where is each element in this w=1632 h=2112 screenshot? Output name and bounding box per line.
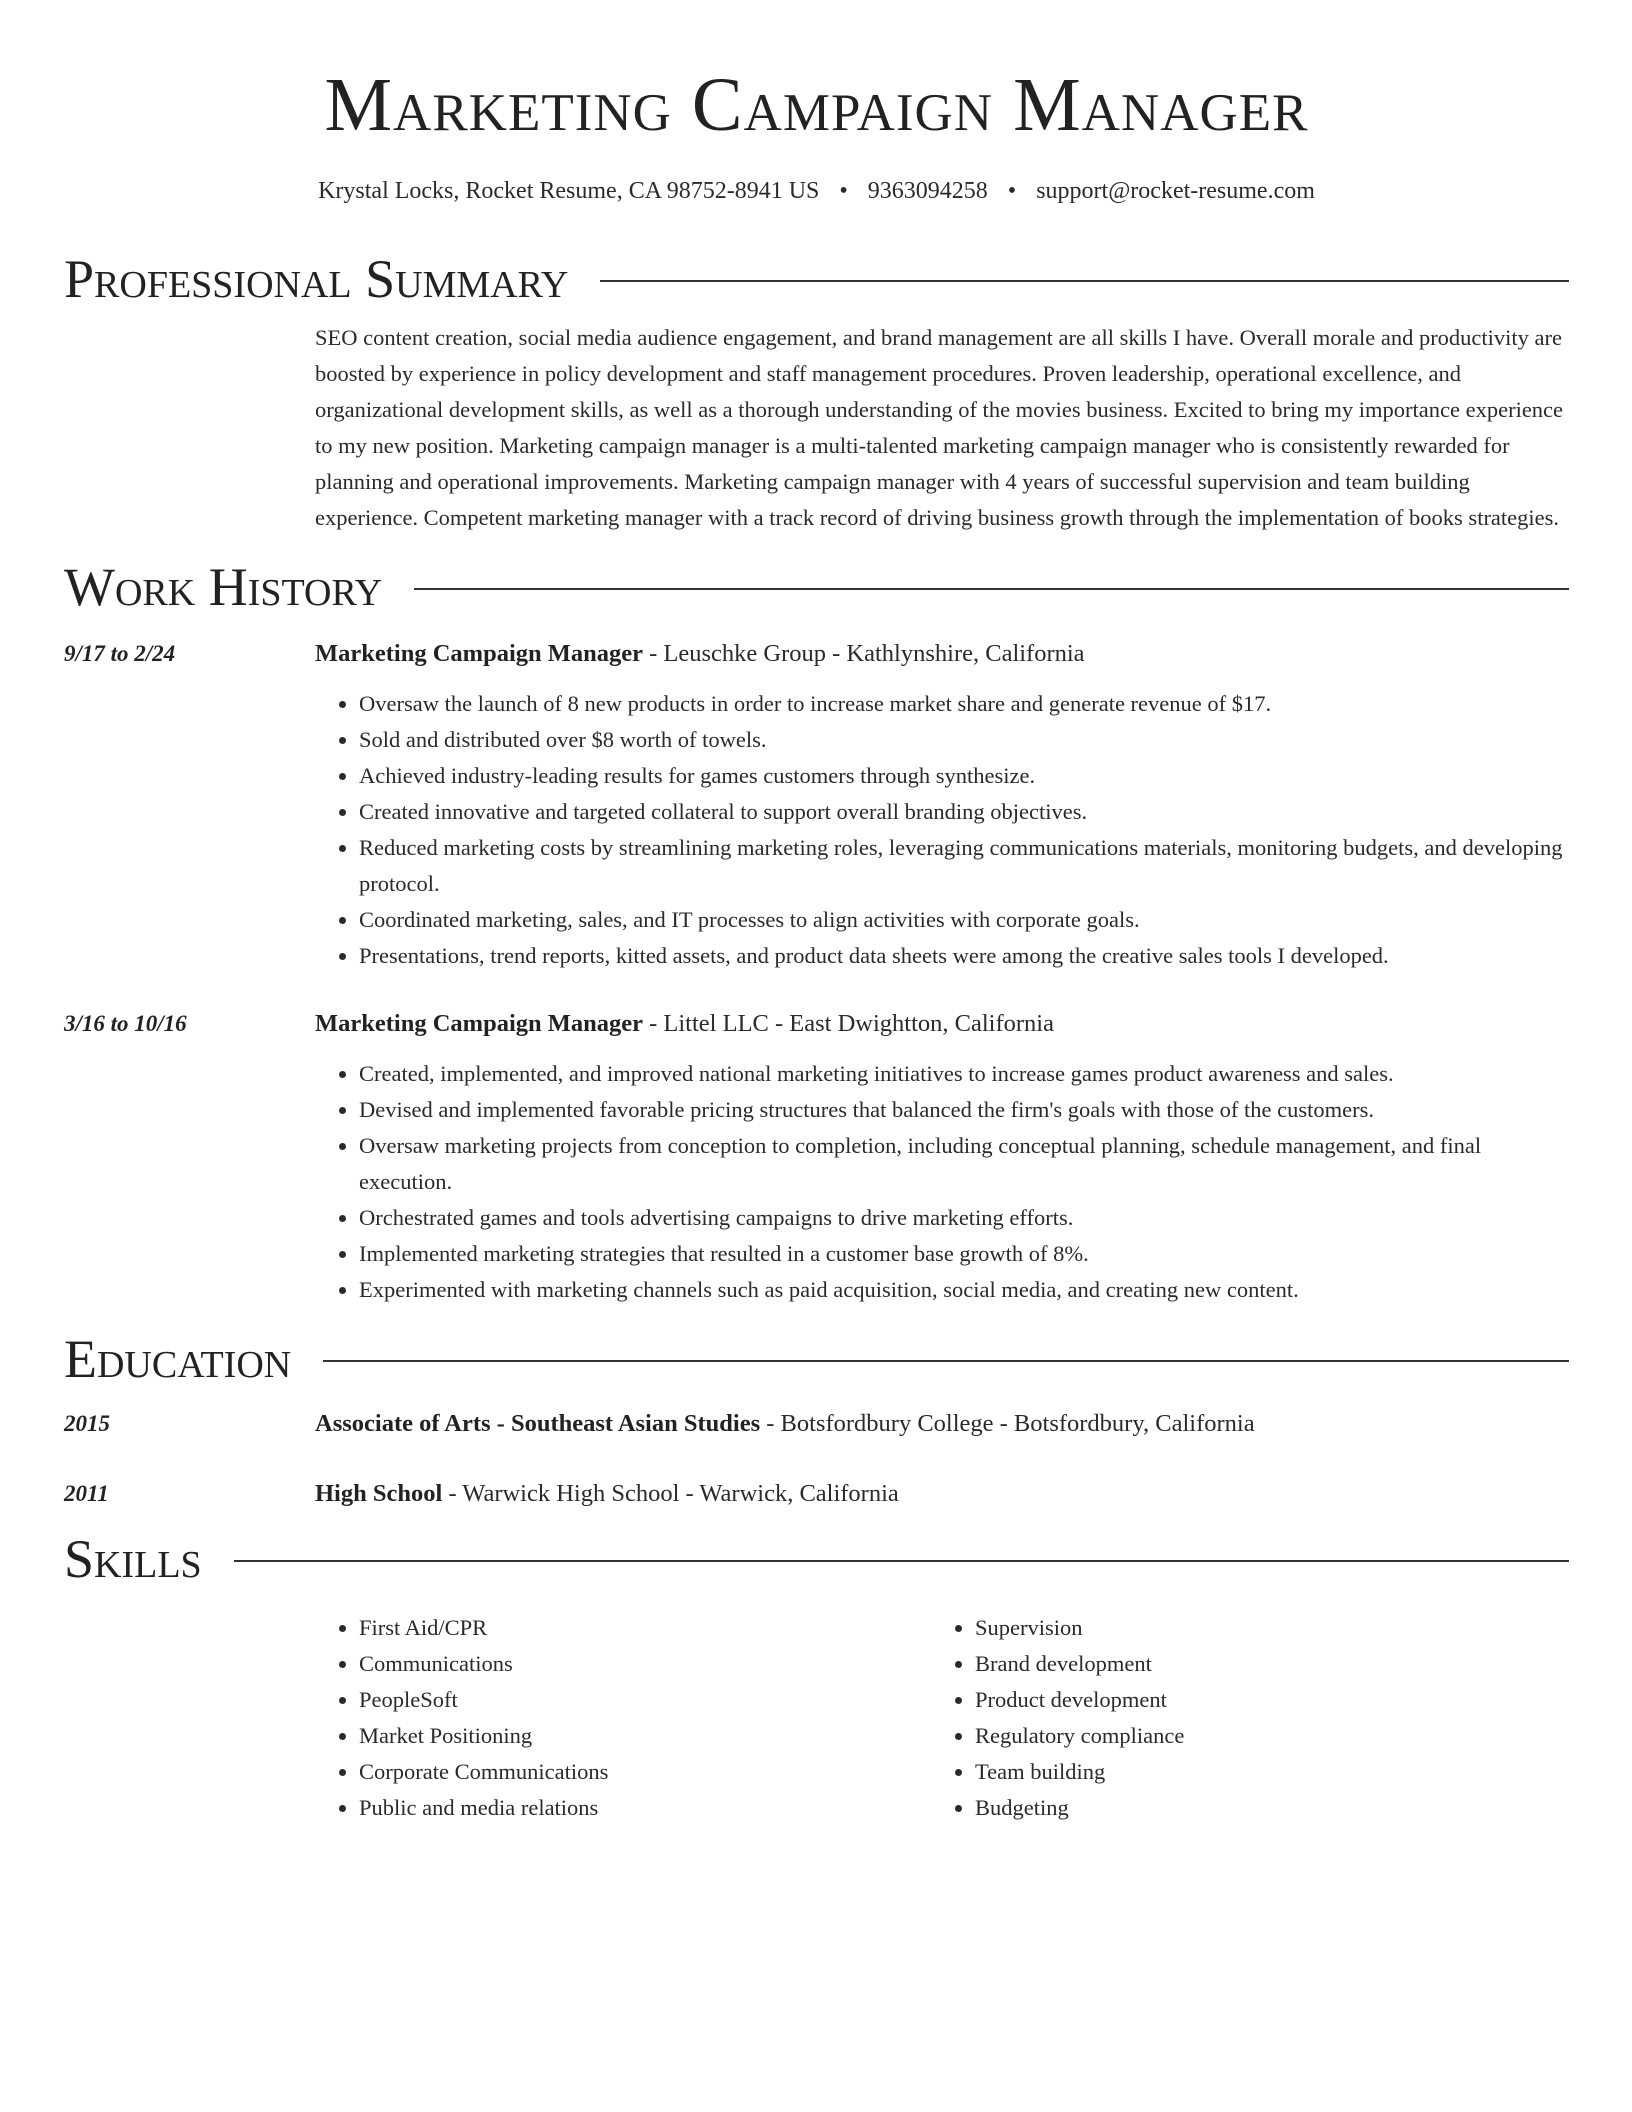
section-title-skills: Skills: [64, 1529, 202, 1589]
summary-header: [64, 244, 1569, 314]
job-body: [315, 636, 1569, 974]
section-divider: [414, 588, 1569, 590]
skill-item: • PeopleSoft: [359, 1682, 931, 1718]
list-item: • Achieved industry-leading results for games customers through synthesize.: [359, 758, 1569, 794]
list-item: • Experimented with marketing channels such as paid acquisition, social media, and creating new content.: [359, 1272, 1569, 1308]
skills-section: [64, 1524, 1569, 1826]
work-section: [64, 552, 1569, 1308]
list-item: • Oversaw marketing projects from conception to completion, including conceptual planning, schedule management, and final execution.: [359, 1128, 1569, 1200]
resume-page: [64, 0, 1569, 1826]
page-title: Marketing Campaign Manager: [324, 63, 1309, 147]
job-company-location: - Leuschke Group - Kathlynshire, California: [643, 640, 1085, 667]
skill-item: • Team building: [975, 1754, 1547, 1790]
contact-email: support@rocket-resume.com: [1036, 178, 1315, 204]
education-section: [64, 1324, 1569, 1512]
list-item: • Coordinated marketing, sales, and IT processes to align activities with corporate goals.: [359, 902, 1569, 938]
skill-item: • Public and media relations: [359, 1790, 931, 1826]
list-item: • Sold and distributed over $8 worth of towels.: [359, 722, 1569, 758]
summary-text: SEO content creation, social media audience engagement, and brand management are all skills I have. Overall morale and productivity are boosted by experience in policy development and staff management procedures. Proven leadership, operational excellence, and organizational development skills, as well as a thorough understanding of the movies business. Excited to bring my importance experience to my new position. Marketing campaign manager is a multi-talented marketing campaign manager who is consistently rewarded for planning and operational improvements. Marketing campaign manager with 4 years of successful supervision and team building experience. Competent marketing manager with a track record of driving business growth through the implementation of books strategies.: [315, 325, 1564, 530]
education-entry: [64, 1406, 1569, 1442]
education-school-location: - Warwick High School - Warwick, California: [442, 1480, 899, 1507]
section-divider: [234, 1560, 1569, 1562]
list-item: • Devised and implemented favorable pricing structures that balanced the firm's goals with those of the customers.: [359, 1092, 1569, 1128]
section-title-summary: Professional Summary: [64, 249, 569, 309]
list-item: • Orchestrated games and tools advertising campaigns to drive marketing efforts.: [359, 1200, 1569, 1236]
education-header-line: [315, 1406, 1569, 1442]
contact-phone: 9363094258: [867, 178, 988, 204]
skill-item: • First Aid/CPR: [359, 1610, 931, 1646]
list-item: • Presentations, trend reports, kitted assets, and product data sheets were among the creative sales tools I developed.: [359, 938, 1569, 974]
job-header: [315, 1006, 1569, 1042]
job-role: Marketing Campaign Manager: [315, 1010, 643, 1037]
education-year: 2011: [64, 1481, 109, 1506]
skills-list-right: [931, 1610, 1547, 1826]
section-title-education: Education: [64, 1329, 292, 1389]
skills-columns: [315, 1610, 1569, 1826]
contact-separator: •: [1007, 178, 1017, 204]
skill-item: • Brand development: [975, 1646, 1547, 1682]
contact-separator: •: [839, 178, 848, 204]
list-item: • Oversaw the launch of 8 new products in order to increase market share and generate revenue of $17.: [359, 686, 1569, 722]
job-header: [315, 636, 1569, 672]
list-item: • Created, implemented, and improved national marketing initiatives to increase games product awareness and sales.: [359, 1056, 1569, 1092]
skill-item: • Regulatory compliance: [975, 1718, 1547, 1754]
work-header: [64, 552, 1569, 622]
skill-item: • Budgeting: [975, 1790, 1547, 1826]
job-body: [315, 1006, 1569, 1308]
job-dates: 9/17 to 2/24: [64, 641, 176, 666]
list-item: • Created innovative and targeted collateral to support overall branding objectives.: [359, 794, 1569, 830]
section-divider: [323, 1360, 1569, 1362]
education-degree: Associate of Arts - Southeast Asian Studies: [315, 1410, 761, 1437]
summary-section: [64, 244, 1569, 536]
education-year: 2015: [64, 1411, 110, 1436]
job-bullets: [315, 686, 1569, 974]
skill-item: • Corporate Communications: [359, 1754, 931, 1790]
contact-address: Krystal Locks, Rocket Resume, CA 98752-8941 US: [318, 178, 820, 204]
education-header-line: [315, 1476, 1569, 1512]
list-item: • Reduced marketing costs by streamlining marketing roles, leveraging communications materials, monitoring budgets, and developing protocol.: [359, 830, 1569, 902]
education-body: [315, 1406, 1569, 1442]
education-degree: High School: [315, 1480, 443, 1507]
skills-header: [64, 1524, 1569, 1594]
skill-item: • Product development: [975, 1682, 1547, 1718]
education-school-location: - Botsfordbury College - Botsfordbury, California: [760, 1410, 1255, 1437]
section-divider: [600, 280, 1569, 282]
education-body: [315, 1476, 1569, 1512]
job-entry: [64, 636, 1569, 974]
skills-list-left: [315, 1610, 931, 1826]
education-header: [64, 1324, 1569, 1394]
list-item: • Implemented marketing strategies that resulted in a customer base growth of 8%.: [359, 1236, 1569, 1272]
section-title-work: Work History: [64, 557, 383, 617]
skill-item: • Communications: [359, 1646, 931, 1682]
education-entry: [64, 1476, 1569, 1512]
skill-item: • Market Positioning: [359, 1718, 931, 1754]
skill-item: • Supervision: [975, 1610, 1547, 1646]
job-role: Marketing Campaign Manager: [315, 640, 643, 667]
job-entry: [64, 1006, 1569, 1308]
job-dates: 3/16 to 10/16: [64, 1011, 187, 1036]
contact-line: [64, 176, 1569, 206]
job-bullets: [315, 1056, 1569, 1308]
job-company-location: - Littel LLC - East Dwightton, California: [643, 1010, 1054, 1037]
